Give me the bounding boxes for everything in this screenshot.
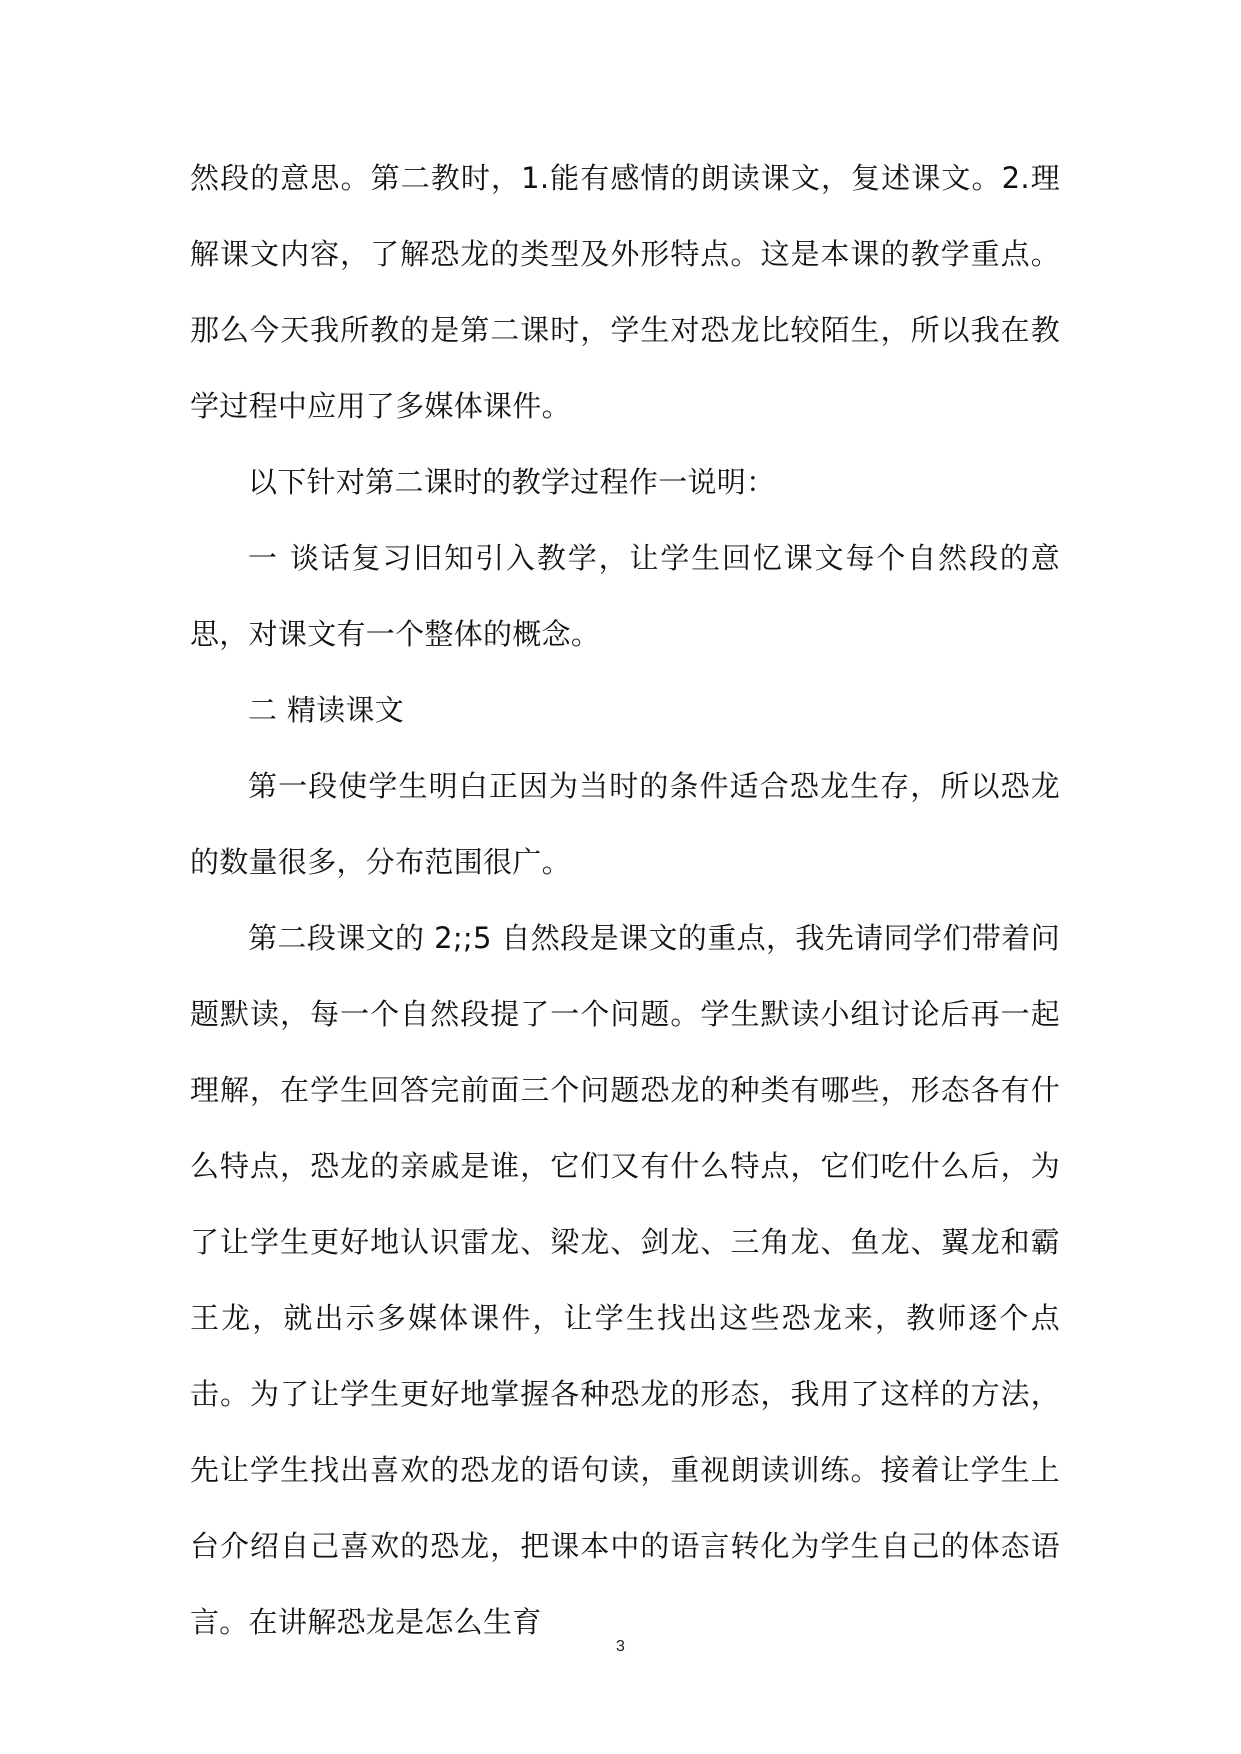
document-body: [190, 140, 1060, 1660]
paragraph-step-one: 一 谈话复习旧知引入教学，让学生回忆课文每个自然段的意思，对课文有一个整体的概念。: [190, 541, 1060, 651]
paragraph-section-one: 第一段使学生明白正因为当时的条件适合恐龙生存，所以恐龙的数量很多，分布范围很广。: [190, 769, 1060, 879]
page-number: 3: [616, 1638, 625, 1655]
paragraph-section-two: 第二段课文的 2;;5 自然段是课文的重点，我先请同学们带着问题默读，每一个自然段提了一个问题。学生默读小组讨论后再一起理解，在学生回答完前面三个问题恐龙的种类有哪些，形态各有什么特点，恐龙的亲戚是谁，它们又有什么特点，它们吃什么后，为了让学生更好地认识雷龙、梁龙、剑龙、三角龙、鱼龙、翼龙和霸王龙，就出示多媒体课件，让学生找出这些恐龙来，教师逐个点击。为了让学生更好地掌握各种恐龙的形态，我用了这样的方法，先让学生找出喜欢的恐龙的语句读，重视朗读训练。接着让学生上台介绍自己喜欢的恐龙，把课本中的语言转化为学生自己的体态语言。在讲解恐龙是怎么生育: [190, 921, 1060, 1639]
paragraph-step-two-heading: 二 精读课文: [248, 693, 405, 727]
paragraph-continued: 然段的意思。第二教时，1.能有感情的朗读课文，复述课文。2.理解课文内容，了解恐龙的类型及外形特点。这是本课的教学重点。那么今天我所教的是第二课时，学生对恐龙比较陌生，所以我在教学过程中应用了多媒体课件。: [190, 161, 1060, 423]
paragraph-intro: 以下针对第二课时的教学过程作一说明：: [248, 465, 776, 499]
